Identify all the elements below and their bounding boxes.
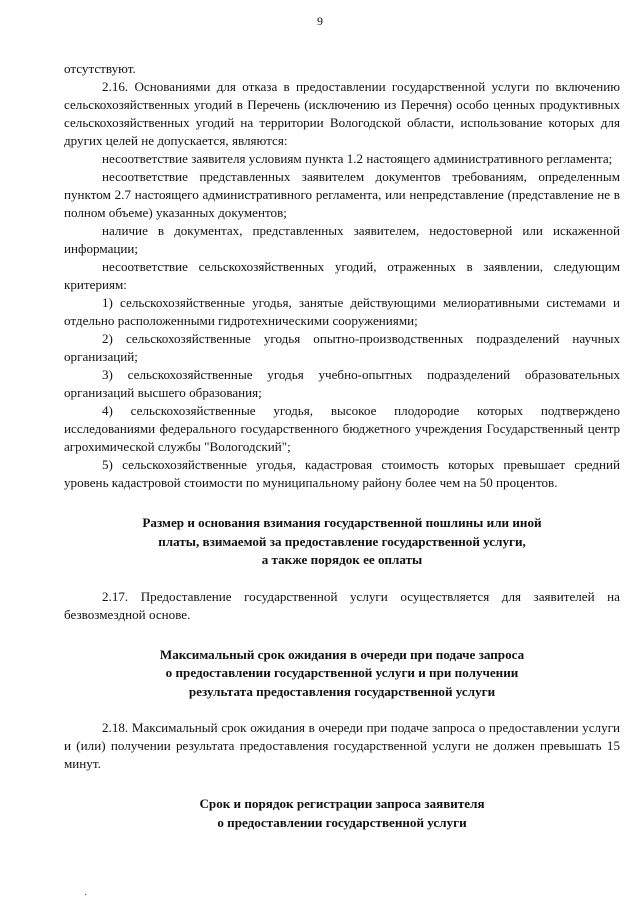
paragraph-2-17: 2.17. Предоставление государственной услуги осуществляется для заявителей на безвозмездной основе.: [64, 588, 620, 622]
heading-line: о предоставлении государственной услуги: [217, 814, 467, 830]
list-item-2: 2) сельскохозяйственные угодья опытно-производственных подразделений научных организаций;: [64, 331, 620, 364]
list-item-1: 1) сельскохозяйственные угодья, занятые действующими мелиоративными системами и отдельно расположенными гидротехническими сооружениями;: [64, 295, 620, 328]
paragraph-2-16: 2.16. Основаниями для отказа в предоставлении государственной услуги по включению сельскохозяйственных угодий в Перечень (исключению из Перечня) особо ценных продуктивных сельскохозяйственных угодий на территории Вологодской области, использование которых для других целей не допускается, являются:: [64, 79, 620, 148]
criterion-false-information: наличие в документах, представленных заявителем, недостоверной или искаженной информации;: [64, 223, 620, 256]
criterion-applicant-conditions: несоответствие заявителя условиям пункта 1.2 настоящего административного регламента;: [102, 151, 613, 166]
criterion-land-mismatch: несоответствие сельскохозяйственных угодий, отраженных в заявлении, следующим критериям:: [64, 259, 620, 292]
heading-line: а также порядок ее оплаты: [261, 552, 423, 567]
heading-line: Размер и основания взимания государственной пошлины или иной: [142, 515, 542, 530]
list-item-4: 4) сельскохозяйственные угодья, высокое плодородие которых подтверждено исследованиями федерального государственного бюджетного учреждения Государственный центр агрохимической службы "Вологодский";: [64, 403, 620, 454]
criterion-documents-mismatch: несоответствие представленных заявителем документов требованиям, определенным пунктом 2.7 настоящего административного регламента, или непредставление (представление не в полном объеме) указанных документов;: [64, 169, 620, 220]
scan-speck: ·: [84, 890, 88, 901]
heading-line: о предоставлении государственной услуги и при получении: [165, 665, 519, 680]
paragraph-continuation: отсутствуют.: [64, 61, 136, 76]
heading-state-fee: [64, 514, 620, 570]
heading-max-wait: [64, 646, 620, 702]
document-body: [64, 60, 620, 850]
heading-line: Срок и порядок регистрации запроса заявителя: [199, 796, 485, 811]
list-item-5: 5) сельскохозяйственные угодья, кадастровая стоимость которых превышает средний уровень кадастровой стоимости по муниципальному району более чем на 50 процентов.: [64, 457, 620, 490]
heading-line: платы, взимаемой за предоставление государственной услуги,: [158, 533, 526, 549]
heading-line: Максимальный срок ожидания в очереди при подаче запроса: [159, 646, 525, 662]
heading-registration: [64, 795, 620, 832]
page-number: 9: [317, 14, 323, 28]
list-item-3: 3) сельскохозяйственные угодья учебно-опытных подразделений образовательных организаций высшего образования;: [64, 367, 620, 400]
paragraph-2-18: 2.18. Максимальный срок ожидания в очереди при подаче запроса о предоставлении услуги и (или) получении результата предоставления государственной услуги не должен превышать 15 минут.: [64, 720, 620, 771]
heading-line: результата предоставления государственной услуги: [188, 683, 496, 699]
